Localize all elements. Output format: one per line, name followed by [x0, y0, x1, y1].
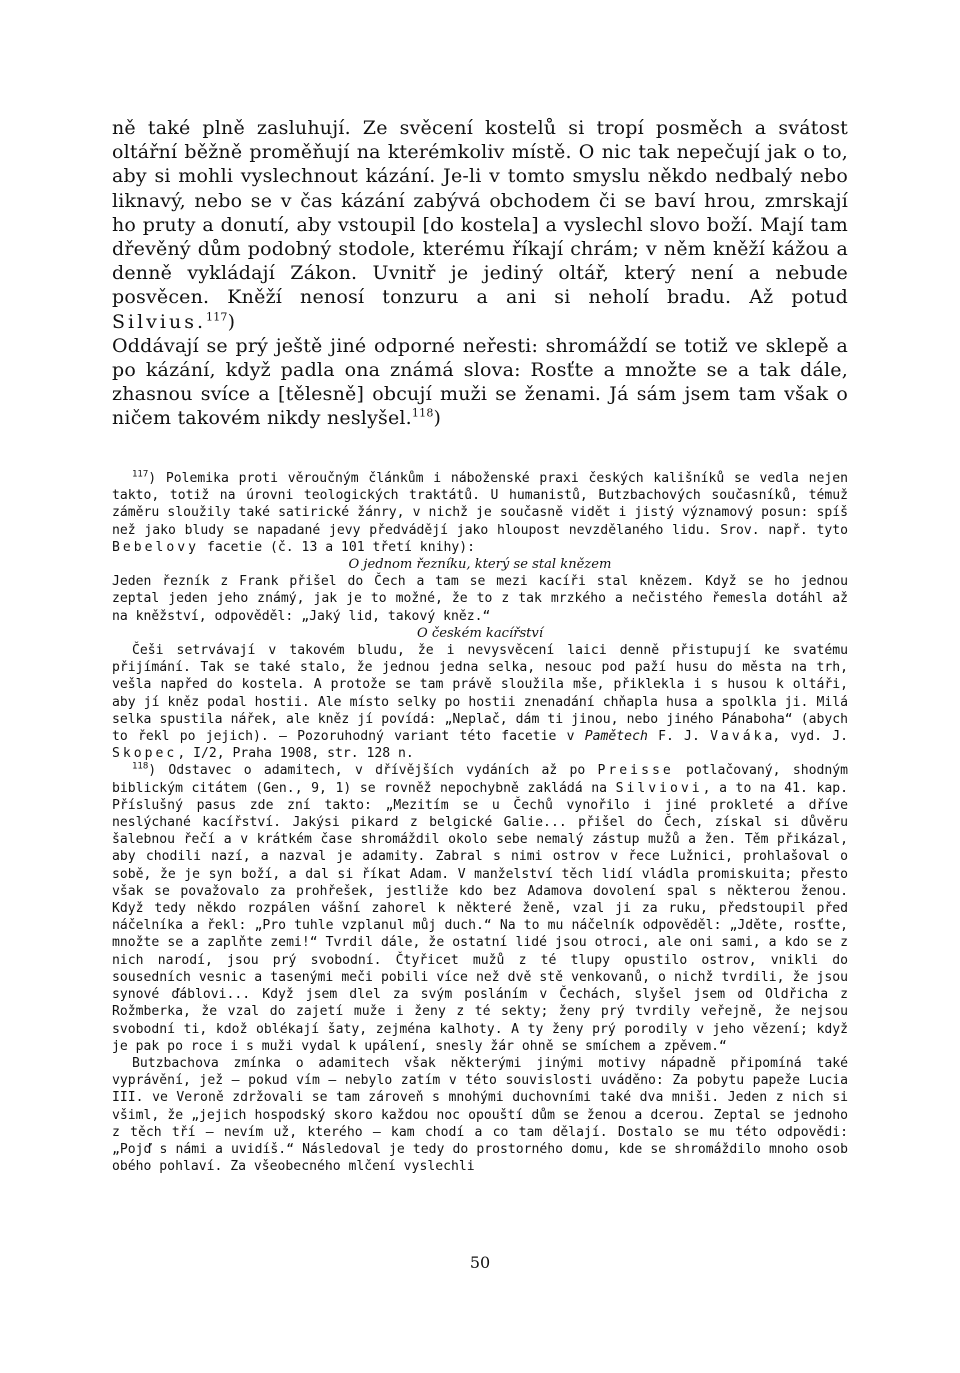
- book-title-pameti: Pamětech: [584, 729, 648, 745]
- footnote-117-text-end: facetie (č. 13 a 101 třetí knihy):: [199, 539, 475, 555]
- footnote-continuation: Butzbachova zmínka o adamitech však některými jinými motivy nápadně připomíná také vyprávění, jež – pokud vím – nebylo zatím v této souvislosti uváděno: Za pobytu papeže Lucia III. ve Veroně zdržovali se tam zároveň s mnohými duchovními také dva mniši. Jeden z nich si všiml, že „jejich hospodský skoro každou noc opouští dům se ženou a dcerou. Zeptal se jednoho z těch tří – nevím už, kterého – kam chodí a co tam dělají. Dostalo se mu této odpovědi: „Pojď s námi a uvidíš.“ Následoval je tedy do prostorného domu, kde se shromáždilo mnoho osob obého pohlaví. Za všeobecného mlčení vyslechli: [112, 1055, 848, 1175]
- facetie-title-2: O českém kacířství: [416, 625, 544, 641]
- footnote-117-text: ) Polemika proti věroučným článkům i náboženské praxi českých kališníků se vedla nejen takto, totiž na úrovni teologických traktátů. U humanistů, Butzbachových současníků, témuž záměru sloužily také satirické žánry, v nichž je současně vidět i jistý významový posun: spíš než jako bludy se napadané jevy předvádějí jako hloupost nevzdělaného lidu. Srov. např. tyto: [112, 471, 848, 538]
- paren-close: ): [433, 407, 442, 430]
- footnote-number-117: 117: [132, 469, 149, 480]
- footnote-ref-117: 117: [206, 310, 228, 324]
- main-text: [112, 116, 848, 431]
- facetie-story-2-text: Češi setrvávají v takovém bludu, že i nevysvěcení laici denně přistupují ke svatému přijímání. Tak se také stalo, že jednou jedna selka, nesouc pod paží husu do města na trh, vešla napřed do kostela. A protože se tam právě sloužila mše, přiklekla i s husou k oltáři, aby jí kněz podal hostii. Ale místo selky po hostii znenadání chňapla husa a spolkla ji. Milá selka spustila nářek, ale kněz jí povídá: „Neplač, dám ti jinou, nebo jiného Pánaboha“ (abych to řekl po jejich). – Pozoruhodný variant této facetie v: [112, 643, 848, 745]
- main-paragraph-1-text: ně také plně zasluhují. Ze svěcení kostelů si tropí posměch a svátost oltářní běžně proměňují na kterémkoliv místě. O nic tak nepečují jak o to, aby si mohli vyslechnout kázání. Je-li v tomto smyslu někdo nedbalý nebo liknavý, nebo se v čas kázání zabývá obchodem či se baví hrou, zmrskají ho pruty a donutí, aby vstoupil [do kostela] a vyslechl slovo boží. Mají tam dřevěný dům podobný stodole, kterému říkají chrám; v něm kněží kážou a denně vykládají Zákon. Uvnitř je jediný oltář, který není a nebude posvěcen. Kněží nenosí tonzuru a ani si neholí bradu. Až potud: [112, 117, 848, 309]
- footnote-number-118: 118: [132, 762, 149, 773]
- footnote-ref-118: 118: [411, 407, 434, 421]
- footnote-118-text-b: potlačovaný, shodným biblickým citátem (Gen., 9, 1) se rovněž nepochybně zakládá na: [112, 763, 849, 796]
- facetie-title-1: O jednom řezníku, který se stal knězem: [348, 557, 612, 573]
- spaced-name-preisse: Preisse: [597, 763, 674, 779]
- footnote-117: [112, 470, 848, 556]
- footnote-118-text-c: , a to na 41. kap. Příslušný pasus zde zní takto: „Mezitím se u Čechů vynořilo i jiné prokleté a dříve neslýchané kacířství. Jakýsi pikard z belgické Galie... přišel do Čech, získal si důvěru šalebnou řečí a v krátkém čase shromáždil okolo sebe nemalý zástup mužů a žen. Těm přikázal, aby chodili nazí, a nazval je adamity. Zabral s nimi ostrov v řece Lužnici, prohlašoval o sobě, že je syn boží, a dal si říkat Adam. V manželství těch lidí vládla promiskuita; přesto však se považovalo za prohřešek, jestliže kdo bez Adamova dovolení spal s některou ženou. Když tedy někdo rozpálen vášní zahorel k některé ženě, vzal ji za ruku, předstoupil před náčelníka a řekl: „Pro tuhle vzplanul můj duch.“ Na to mu náčelník odpověděl: „Jděte, rosťte, množte se a zaplňte zemi!“ Tvrdil dále, že ostatní lidé jsou otroci, ale oni sami, a kdo se z nich narodí, jsou prý svobodní. Čtyřicet mužů z té tlupy opustilo ostrov, vnikli do sousedních vesnic a tasenými meči pobili více než dvě stě venkovanů, o nichž tvrdili, že jsou synové ďáblovi... Když jsem dlel za svým posláním v Čechách, slyšel jsem od Oldřicha z Rožmberka, že vzal do zajetí muže i ženy z té sekty; ženy prý tvrdily veřejně, že nejsou svobodní ti, kdož oblékají šaty, zejména kalhoty. A ty ženy prý porodily v jeho vězení; když je pak po roce i s muži vydal k upálení, snesly žár ohně se smíchem a zpěvem.“: [112, 780, 848, 1054]
- spaced-name-vavak: Vavák: [710, 729, 765, 745]
- footnote-118-text: ) Odstavec o adamitech, v dřívějších vydáních až po: [148, 763, 598, 779]
- spaced-name-bebelovy: Bebelovy: [112, 539, 200, 555]
- facetie-story-2-text-c: a, vyd. J.: [764, 729, 848, 745]
- page-number: 50: [469, 1253, 491, 1272]
- spaced-name-skopec: Skopec: [112, 746, 178, 762]
- facetie-story-2-text-d: , I/2, Praha 1908, str. 128 n.: [177, 746, 414, 762]
- footnotes: [112, 470, 848, 1175]
- main-paragraph-2: [112, 334, 848, 431]
- facetie-story-2-text-b: F. J.: [647, 729, 711, 745]
- facetie-story-1: Jeden řezník z Frank přišel do Čech a tam se mezi kacíři stal knězem. Když se ho jednou zeptal jeden jeho známý, jak je to možné, že to z tak mrzkého a nečistého řemesla dotáhl až na kněžství, odpověděl: „Jaký lid, takový kněz.“: [112, 574, 848, 624]
- facetie-story-2: [112, 642, 848, 762]
- main-paragraph-1: [112, 116, 848, 334]
- main-paragraph-2-text: Oddávají se prý ještě jiné odporné neřesti: shromáždí se totiž ve sklepě a po kázání, když padla ona známá slova: Rosťte a množte se a tak dále, zhasnou svíce a [tělesně] obcují muži se ženami. Já sám jsem tam však o ničem takovém nikdy neslyšel.: [112, 334, 848, 430]
- footnote-118: [112, 762, 848, 1054]
- spaced-name-silvius: Silvius.: [112, 310, 207, 333]
- spaced-name-silviovi: Silviovi: [615, 780, 703, 796]
- paren-close: ): [227, 310, 236, 333]
